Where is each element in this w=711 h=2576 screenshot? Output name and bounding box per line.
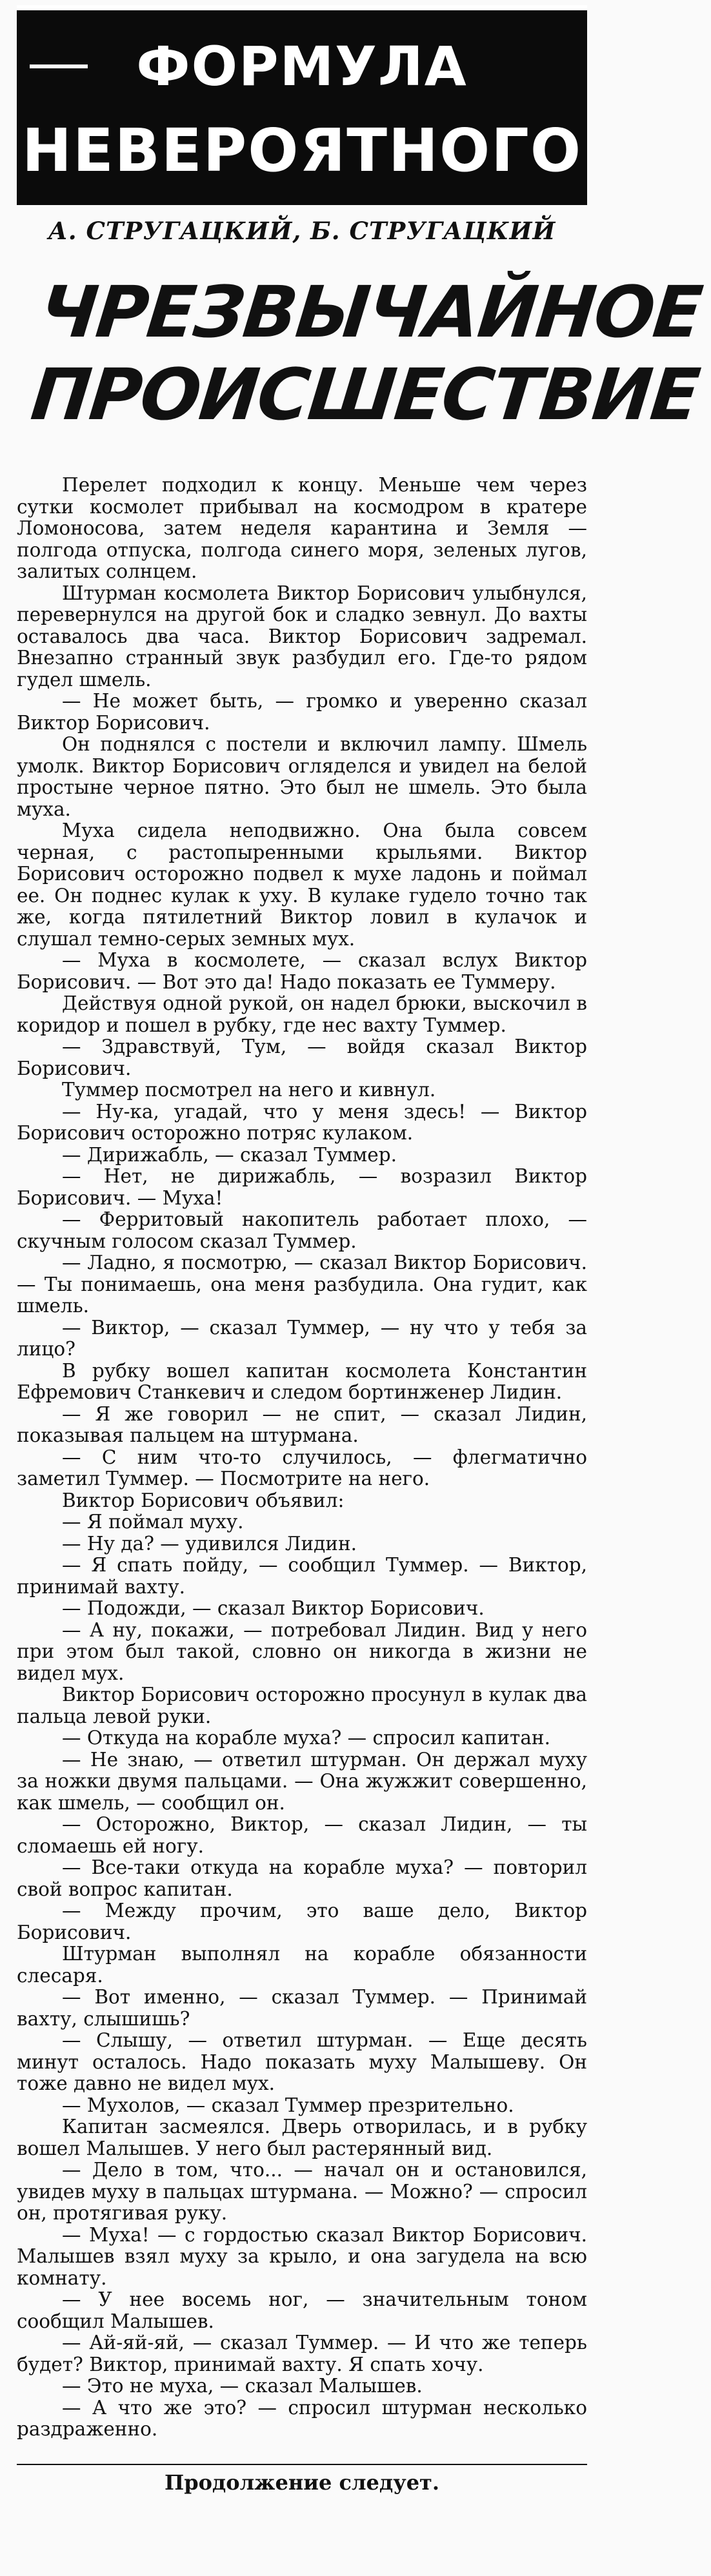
article-paragraph: — Я же говорил — не спит, — сказал Лидин, показывая пальцем на штурмана. — [17, 1402, 587, 1446]
article-paragraph: — Откуда на корабле муха? — спросил капитан. — [62, 1727, 550, 1749]
article-paragraph: Муха сидела неподвижно. Она была совсем черная, с растопыренными крыльями. Виктор Борисович осторожно подвел к мухе ладонь и поймал ее. Он поднес кулак к уху. В кулаке гудело точно так же, когда пятилетний Виктор ловил в кулачок и слушал темно-серых земных мух. — [17, 820, 587, 950]
article-paragraph: Капитан засмеялся. Дверь отворилась, и в рубку вошел Малышев. У него был растерянный вид. — [17, 2116, 587, 2159]
article-paragraph: — Мухолов, — сказал Туммер презрительно. — [62, 2094, 514, 2116]
article-paragraph: Перелет подходил к концу. Меньше чем через сутки космолет прибывал на космодром в кратере Ломоносова, затем неделя карантина и Земля — полгода отпуска, полгода синего моря, зеленых лугов, залитых солнцем. — [17, 474, 587, 582]
newspaper-page — [0, 5, 705, 2576]
article-paragraph: — Я поймал муху. — [62, 1511, 244, 1533]
article-paragraph: — С ним что-то случилось, — флегматично заметил Туммер. — Посмотрите на него. — [17, 1446, 587, 1490]
authors-byline: А. СТРУГАЦКИЙ, Б. СТРУГАЦКИЙ — [48, 217, 556, 245]
article-paragraph: — Дело в том, что... — начал он и остановился, увидев муху в пальцах штурмана. — Можно? — спросил он, протягивая руку. — [17, 2159, 587, 2224]
header-top-rule — [17, 5, 587, 10]
article-paragraph: — Это не муха, — сказал Малышев. — [62, 2375, 423, 2397]
article-paragraph: — Не может быть, — громко и уверенно сказал Виктор Борисович. — [17, 690, 587, 734]
article-paragraph: — А что же это? — спросил штурман несколько раздраженно. — [17, 2396, 587, 2440]
article-paragraph: — Нет, не дирижабль, — возразил Виктор Борисович. — Муха! — [17, 1165, 587, 1209]
article-paragraph: Он поднялся с постели и включил лампу. Шмель умолк. Виктор Борисович огляделся и увидел на белой простыне черное пятно. Это был не шмель. Это была муха. — [17, 733, 587, 820]
article-paragraph: — Ладно, я посмотрю, — сказал Виктор Борисович. — Ты понимаешь, она меня разбудила. Она гудит, как шмель. — [17, 1252, 587, 1317]
article-paragraph: — Между прочим, это ваше дело, Виктор Борисович. — [17, 1900, 587, 1943]
article-paragraph: — Ну да? — удивился Лидин. — [62, 1532, 357, 1555]
article-paragraph: — Слышу, — ответил штурман. — Еще десять минут осталось. Надо показать муху Малышеву. Он тоже давно не видел мух. — [17, 2029, 587, 2094]
article-paragraph: Виктор Борисович осторожно просунул в кулак два пальца левой руки. — [17, 1684, 587, 1727]
article-paragraph: Виктор Борисович объявил: — [62, 1489, 345, 1511]
article-paragraph: — Все-таки откуда на корабле муха? — повторил свой вопрос капитан. — [17, 1856, 587, 1900]
article-paragraph: — Не знаю, — ответил штурман. Он держал муху за ножки двумя пальцами. — Она жужжит совершенно, как шмель, — сообщил он. — [17, 1748, 587, 1814]
article-paragraph: — Виктор, — сказал Туммер, — ну что у тебя за лицо? — [17, 1316, 587, 1360]
article-paragraph: — Дирижабль, — сказал Туммер. — [62, 1143, 397, 1166]
article-body — [17, 475, 587, 2441]
rubric-title-line-2: НЕВЕРОЯТНОГО — [21, 116, 583, 185]
article-paragraph: Штурман выполнял на корабле обязанности слесаря. — [17, 1943, 587, 1987]
article-paragraph: Туммер посмотрел на него и кивнул. — [62, 1079, 436, 1101]
article-paragraph: — Осторожно, Виктор, — сказал Лидин, — ты сломаешь ей ногу. — [17, 1813, 587, 1857]
article-paragraph: — Подожди, — сказал Виктор Борисович. — [62, 1597, 485, 1619]
article-paragraph: — Ай-яй-яй, — сказал Туммер. — И что же теперь будет? Виктор, принимай вахту. Я спать хочу. — [17, 2332, 587, 2375]
story-title-line-1: ЧРЕЗВЫЧАЙНОЕ — [36, 271, 705, 353]
article-paragraph: — А ну, покажи, — потребовал Лидин. Вид у него при этом был такой, словно он никогда в жизни не видел мух. — [17, 1618, 587, 1684]
article-paragraph: — Ну-ка, угадай, что у меня здесь! — Виктор Борисович осторожно потряс кулаком. — [17, 1100, 587, 1144]
article-paragraph: — Муха! — с гордостью сказал Виктор Борисович. Малышев взял муху за крыло, и она загудела на всю комнату. — [17, 2223, 587, 2289]
article-paragraph: Действуя одной рукой, он надел брюки, выскочил в коридор и пошел в рубку, где нес вахту Туммер. — [17, 992, 587, 1036]
rubric-header — [17, 5, 587, 205]
article-paragraph: — Ферритовый накопитель работает плохо, — скучным голосом сказал Туммер. — [17, 1208, 587, 1252]
article-paragraph: — Муха в космолете, — сказал вслух Виктор Борисович. — Вот это да! Надо показать ее Туммеру. — [17, 949, 587, 993]
article-paragraph: — У нее восемь ног, — значительным тоном сообщил Малышев. — [17, 2288, 587, 2332]
rubric-title-line-1: ФОРМУЛА — [136, 35, 468, 98]
article-paragraph: В рубку вошел капитан космолета Константин Ефремович Станкевич и следом бортинженер Лидин. — [17, 1359, 587, 1403]
story-title-line-2: ПРОИСШЕСТВИЕ — [27, 353, 703, 436]
article-paragraph: — Здравствуй, Тум, — войдя сказал Виктор Борисович. — [17, 1036, 587, 1079]
article-paragraph: — Вот именно, — сказал Туммер. — Принимай вахту, слышишь? — [17, 1986, 587, 2030]
story-title — [8, 271, 705, 436]
article-paragraph: Штурман космолета Виктор Борисович улыбнулся, перевернулся на другой бок и сладко зевнул. До вахты оставалось два часа. Виктор Борисович задремал. Внезапно странный звук разбудил его. Где-то рядом гудел шмель. — [17, 582, 587, 691]
article-paragraph: — Я спать пойду, — сообщил Туммер. — Виктор, принимай вахту. — [17, 1554, 587, 1598]
continued-note: Продолжение следует. — [17, 2464, 587, 2495]
